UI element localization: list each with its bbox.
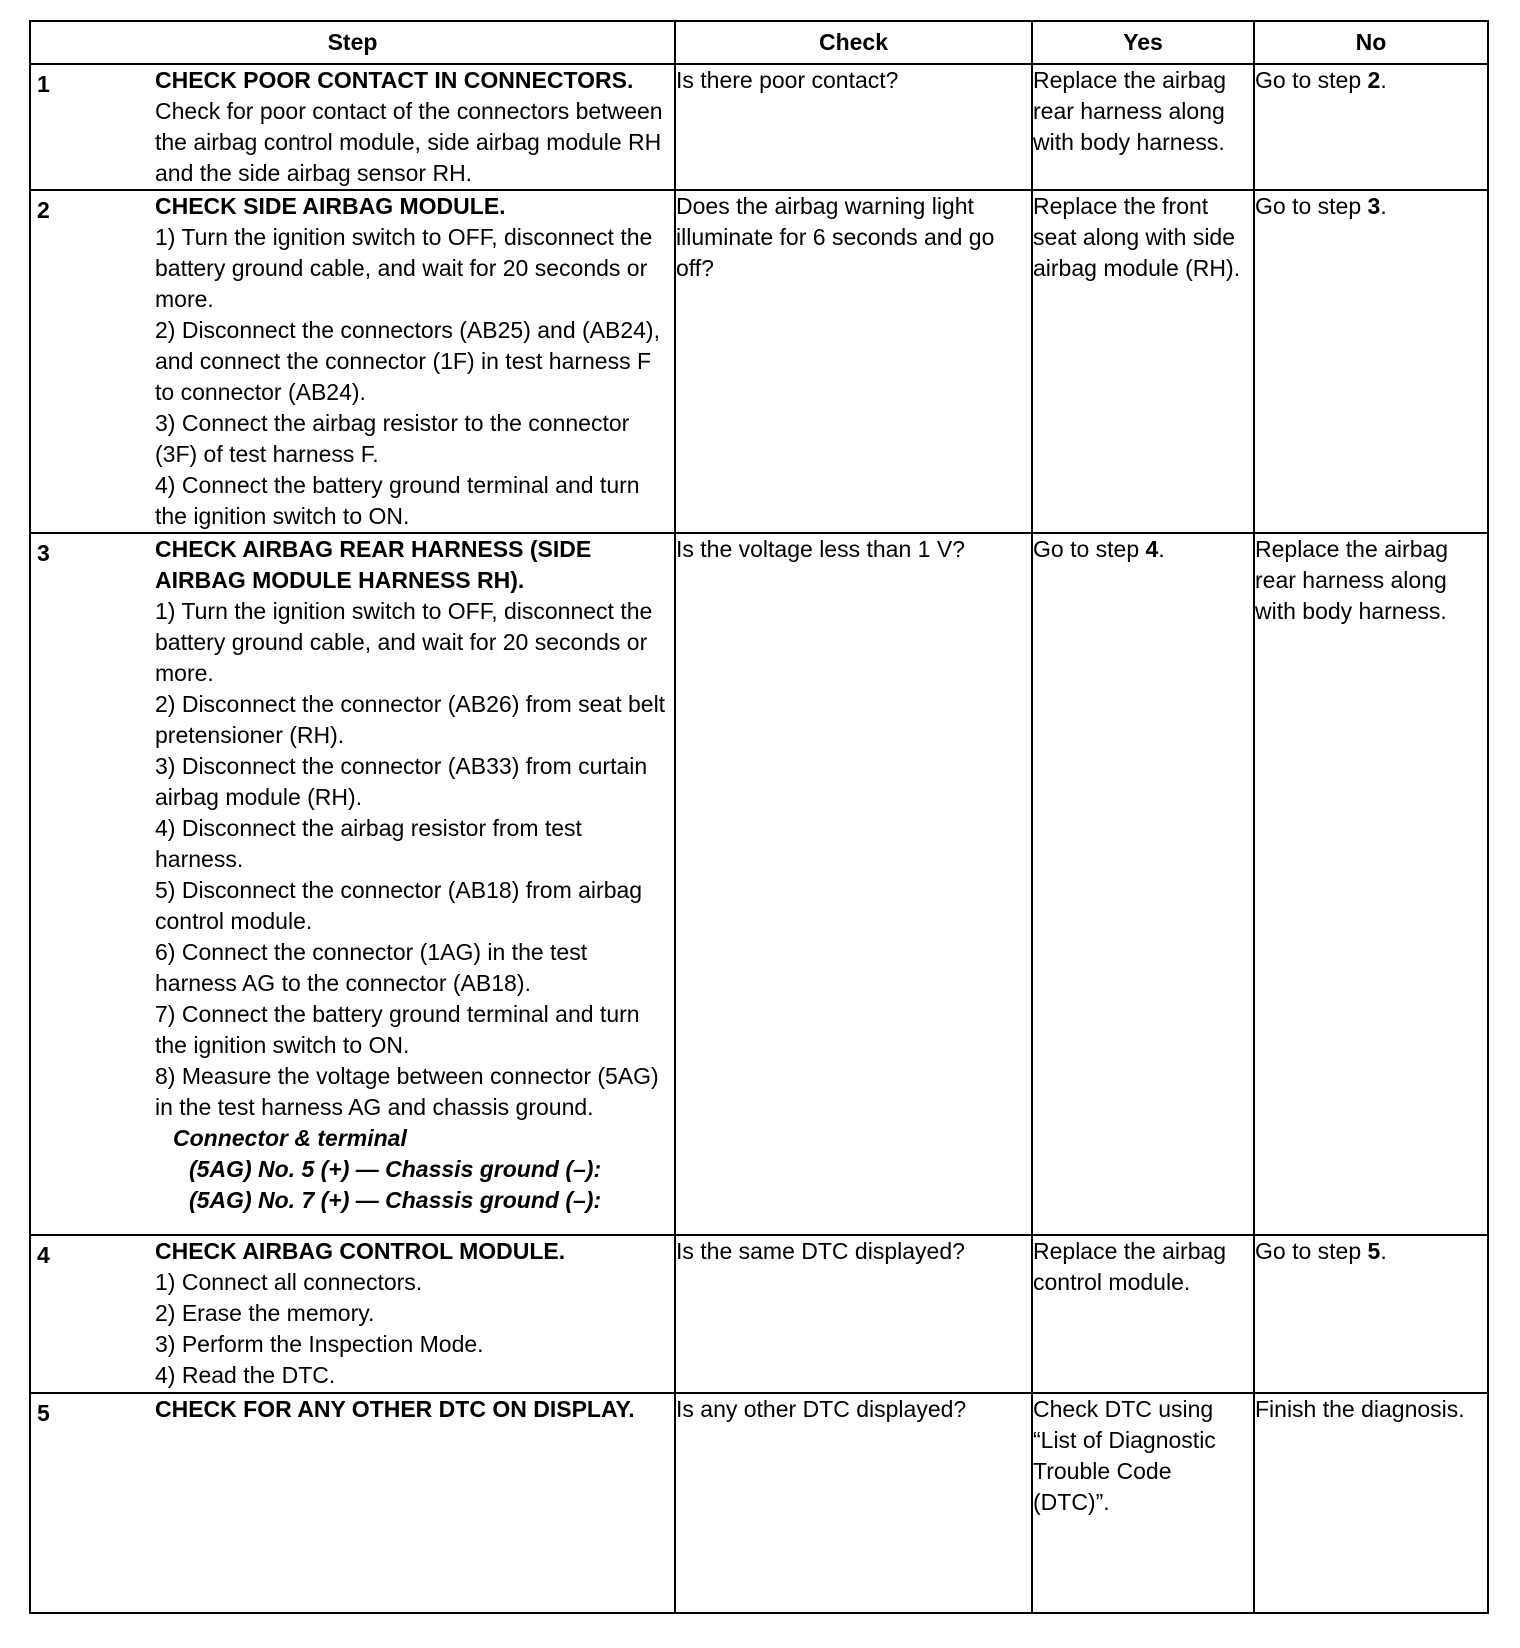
yes-cell: Replace the front seat along with side airbag module (RH). <box>1032 190 1254 533</box>
check-cell: Is the same DTC displayed? <box>675 1235 1032 1393</box>
spec-line: (5AG) No. 7 (+) — Chassis ground (–): <box>189 1187 602 1213</box>
table-header-row <box>30 21 1488 64</box>
diagnostic-table <box>29 20 1489 1614</box>
step-title: CHECK AIRBAG CONTROL MODULE. <box>155 1238 566 1264</box>
step-title: CHECK POOR CONTACT IN CONNECTORS. <box>155 67 634 93</box>
step-number: 1 <box>37 71 50 97</box>
step-instruction: 4) Read the DTC. <box>155 1362 336 1388</box>
table-row <box>30 1235 1488 1393</box>
yes-cell: Check DTC using “List of Diagnostic Trouble Code (DTC)”. <box>1032 1393 1254 1613</box>
step-instruction: 4) Connect the battery ground terminal and turn the ignition switch to ON. <box>155 472 640 529</box>
header-yes: Yes <box>1032 21 1254 64</box>
step-number: 3 <box>37 540 50 566</box>
spec-heading: Connector & terminal <box>173 1125 407 1151</box>
goto-step-number: 4 <box>1145 536 1159 562</box>
goto-period: . <box>1380 1238 1387 1264</box>
check-cell: Is any other DTC displayed? <box>675 1393 1032 1613</box>
no-cell <box>1254 64 1488 190</box>
table-row <box>30 64 1488 190</box>
step-cell <box>30 533 675 1235</box>
goto-text: Go to step <box>1033 536 1146 562</box>
step-instruction: 2) Disconnect the connector (AB26) from seat belt pretensioner (RH). <box>155 691 666 748</box>
step-number: 2 <box>37 197 50 223</box>
step-instruction: 6) Connect the connector (1AG) in the test harness AG to the connector (AB18). <box>155 939 588 996</box>
no-cell: Finish the diagnosis. <box>1254 1393 1488 1613</box>
step-instruction: 3) Perform the Inspection Mode. <box>155 1331 484 1357</box>
step-instruction: Check for poor contact of the connectors between the airbag control module, side airbag module RH and the side airbag sensor RH. <box>155 98 663 186</box>
step-instruction: 4) Disconnect the airbag resistor from test harness. <box>155 815 582 872</box>
yes-cell <box>1032 533 1254 1235</box>
goto-text: Go to step <box>1255 1238 1368 1264</box>
step-cell <box>30 1235 675 1393</box>
check-cell: Is the voltage less than 1 V? <box>675 533 1032 1235</box>
table-row <box>30 533 1488 1235</box>
step-instruction: 2) Disconnect the connectors (AB25) and (AB24), and connect the connector (1F) in test harness F to connector (AB24). <box>155 317 660 405</box>
step-instruction: 8) Measure the voltage between connector (5AG) in the test harness AG and chassis ground. <box>155 1063 659 1120</box>
step-instruction: 2) Erase the memory. <box>155 1300 375 1326</box>
step-title: CHECK FOR ANY OTHER DTC ON DISPLAY. <box>155 1396 635 1422</box>
step-title: CHECK SIDE AIRBAG MODULE. <box>155 193 506 219</box>
step-instruction: 7) Connect the battery ground terminal and turn the ignition switch to ON. <box>155 1001 640 1058</box>
goto-step-number: 5 <box>1367 1238 1381 1264</box>
step-number: 4 <box>37 1242 50 1268</box>
goto-step-number: 2 <box>1367 67 1381 93</box>
goto-text: Go to step <box>1255 193 1368 219</box>
header-check: Check <box>675 21 1032 64</box>
yes-cell: Replace the airbag rear harness along with body harness. <box>1032 64 1254 190</box>
step-instruction: 5) Disconnect the connector (AB18) from airbag control module. <box>155 877 643 934</box>
header-no: No <box>1254 21 1488 64</box>
no-cell <box>1254 190 1488 533</box>
step-number: 5 <box>37 1400 50 1426</box>
table-row <box>30 190 1488 533</box>
check-cell: Is there poor contact? <box>675 64 1032 190</box>
step-cell <box>30 190 675 533</box>
step-instruction: 1) Turn the ignition switch to OFF, disconnect the battery ground cable, and wait for 20 seconds or more. <box>155 598 653 686</box>
step-instruction: 1) Turn the ignition switch to OFF, disconnect the battery ground cable, and wait for 20 seconds or more. <box>155 224 653 312</box>
goto-period: . <box>1380 67 1387 93</box>
step-cell <box>30 64 675 190</box>
no-cell: Replace the airbag rear harness along with body harness. <box>1254 533 1488 1235</box>
no-cell <box>1254 1235 1488 1393</box>
step-instruction: 3) Connect the airbag resistor to the connector (3F) of test harness F. <box>155 410 630 467</box>
goto-period: . <box>1158 536 1165 562</box>
table-row <box>30 1393 1488 1613</box>
step-instruction: 1) Connect all connectors. <box>155 1269 423 1295</box>
goto-period: . <box>1380 193 1387 219</box>
check-cell: Does the airbag warning light illuminate for 6 seconds and go off? <box>675 190 1032 533</box>
header-step: Step <box>30 21 675 64</box>
goto-text: Go to step <box>1255 67 1368 93</box>
step-cell <box>30 1393 675 1613</box>
step-instruction: 3) Disconnect the connector (AB33) from curtain airbag module (RH). <box>155 753 648 810</box>
goto-step-number: 3 <box>1367 193 1381 219</box>
spec-line: (5AG) No. 5 (+) — Chassis ground (–): <box>189 1156 602 1182</box>
yes-cell: Replace the airbag control module. <box>1032 1235 1254 1393</box>
step-title: CHECK AIRBAG REAR HARNESS (SIDE AIRBAG MODULE HARNESS RH). <box>155 536 592 593</box>
